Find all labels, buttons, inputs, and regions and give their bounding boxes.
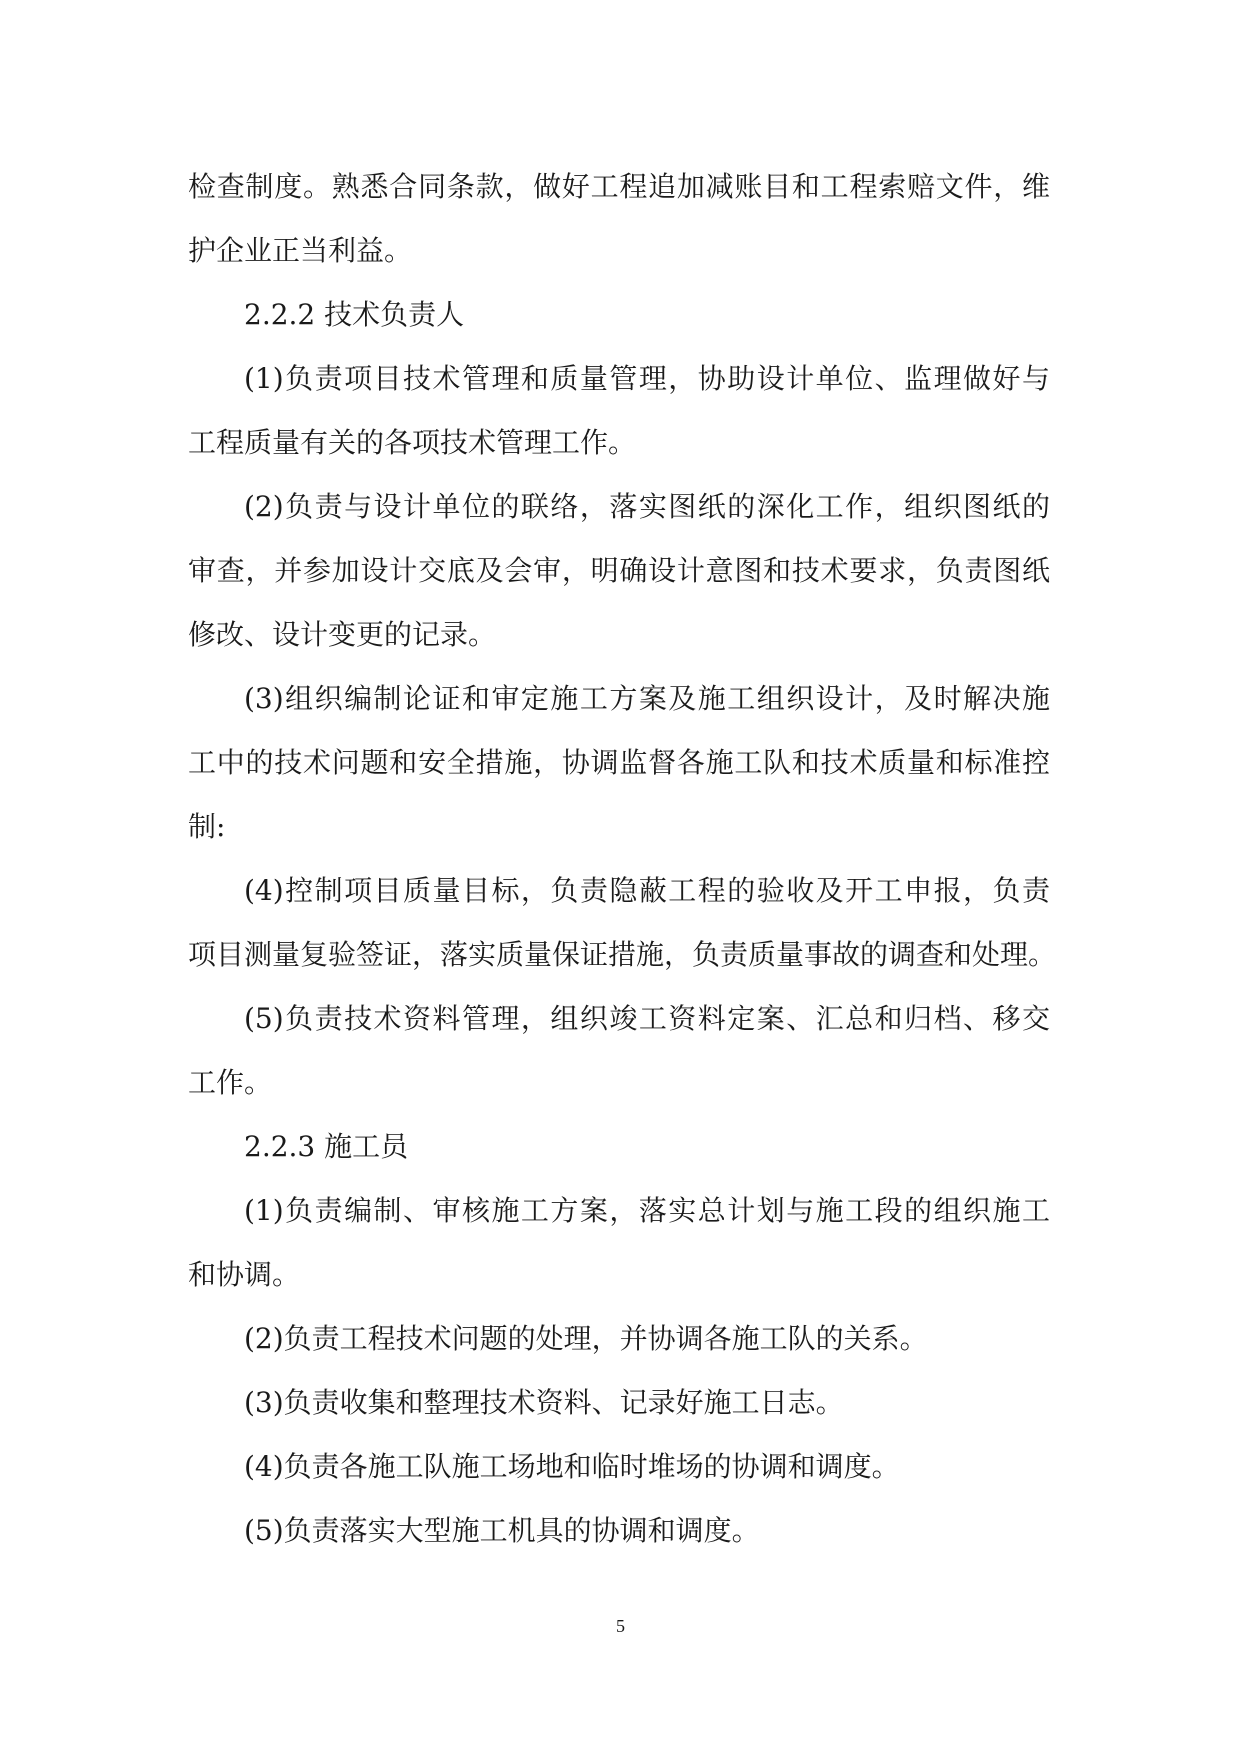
paragraph-line: 审查，并参加设计交底及会审，明确设计意图和技术要求，负责图纸 [188,554,1050,587]
paragraph-line: (1)负责编制、审核施工方案，落实总计划与施工段的组织施工 [244,1194,1050,1227]
paragraph-line: (5)负责落实大型施工机具的协调和调度。 [244,1514,760,1547]
paragraph-line: (3)负责收集和整理技术资料、记录好施工日志。 [244,1386,844,1419]
paragraph-line: (2)负责与设计单位的联络，落实图纸的深化工作，组织图纸的 [244,490,1050,523]
section-heading: 2.2.3 施工员 [244,1130,409,1163]
paragraph-line: 护企业正当利益。 [188,234,413,267]
paragraph-line: 工中的技术问题和安全措施，协调监督各施工队和技术质量和标准控 [188,746,1050,779]
paragraph-line: (4)控制项目质量目标，负责隐蔽工程的验收及开工申报，负责 [244,874,1050,907]
body-text [188,155,1057,1563]
paragraph-line: 工程质量有关的各项技术管理工作。 [188,426,637,459]
paragraph-line: 修改、设计变更的记录。 [188,618,497,651]
paragraph-line: 制: [188,810,226,843]
paragraph-line: 项目测量复验签证，落实质量保证措施，负责质量事故的调查和处理。 [188,938,1057,971]
paragraph-line: (2)负责工程技术问题的处理，并协调各施工队的关系。 [244,1322,928,1355]
paragraph-line: (3)组织编制论证和审定施工方案及施工组织设计，及时解决施 [244,682,1050,715]
paragraph-line: (5)负责技术资料管理，组织竣工资料定案、汇总和归档、移交 [244,1002,1050,1035]
page-number: 5 [616,1616,625,1636]
paragraph-line: 检查制度。熟悉合同条款，做好工程追加减账目和工程索赔文件，维 [188,170,1050,203]
paragraph-line: (4)负责各施工队施工场地和临时堆场的协调和调度。 [244,1450,900,1483]
paragraph-line: 和协调。 [188,1258,301,1291]
section-heading: 2.2.2 技术负责人 [244,298,465,331]
paragraph-line: 工作。 [188,1066,273,1099]
paragraph-line: (1)负责项目技术管理和质量管理，协助设计单位、监理做好与 [244,362,1050,395]
